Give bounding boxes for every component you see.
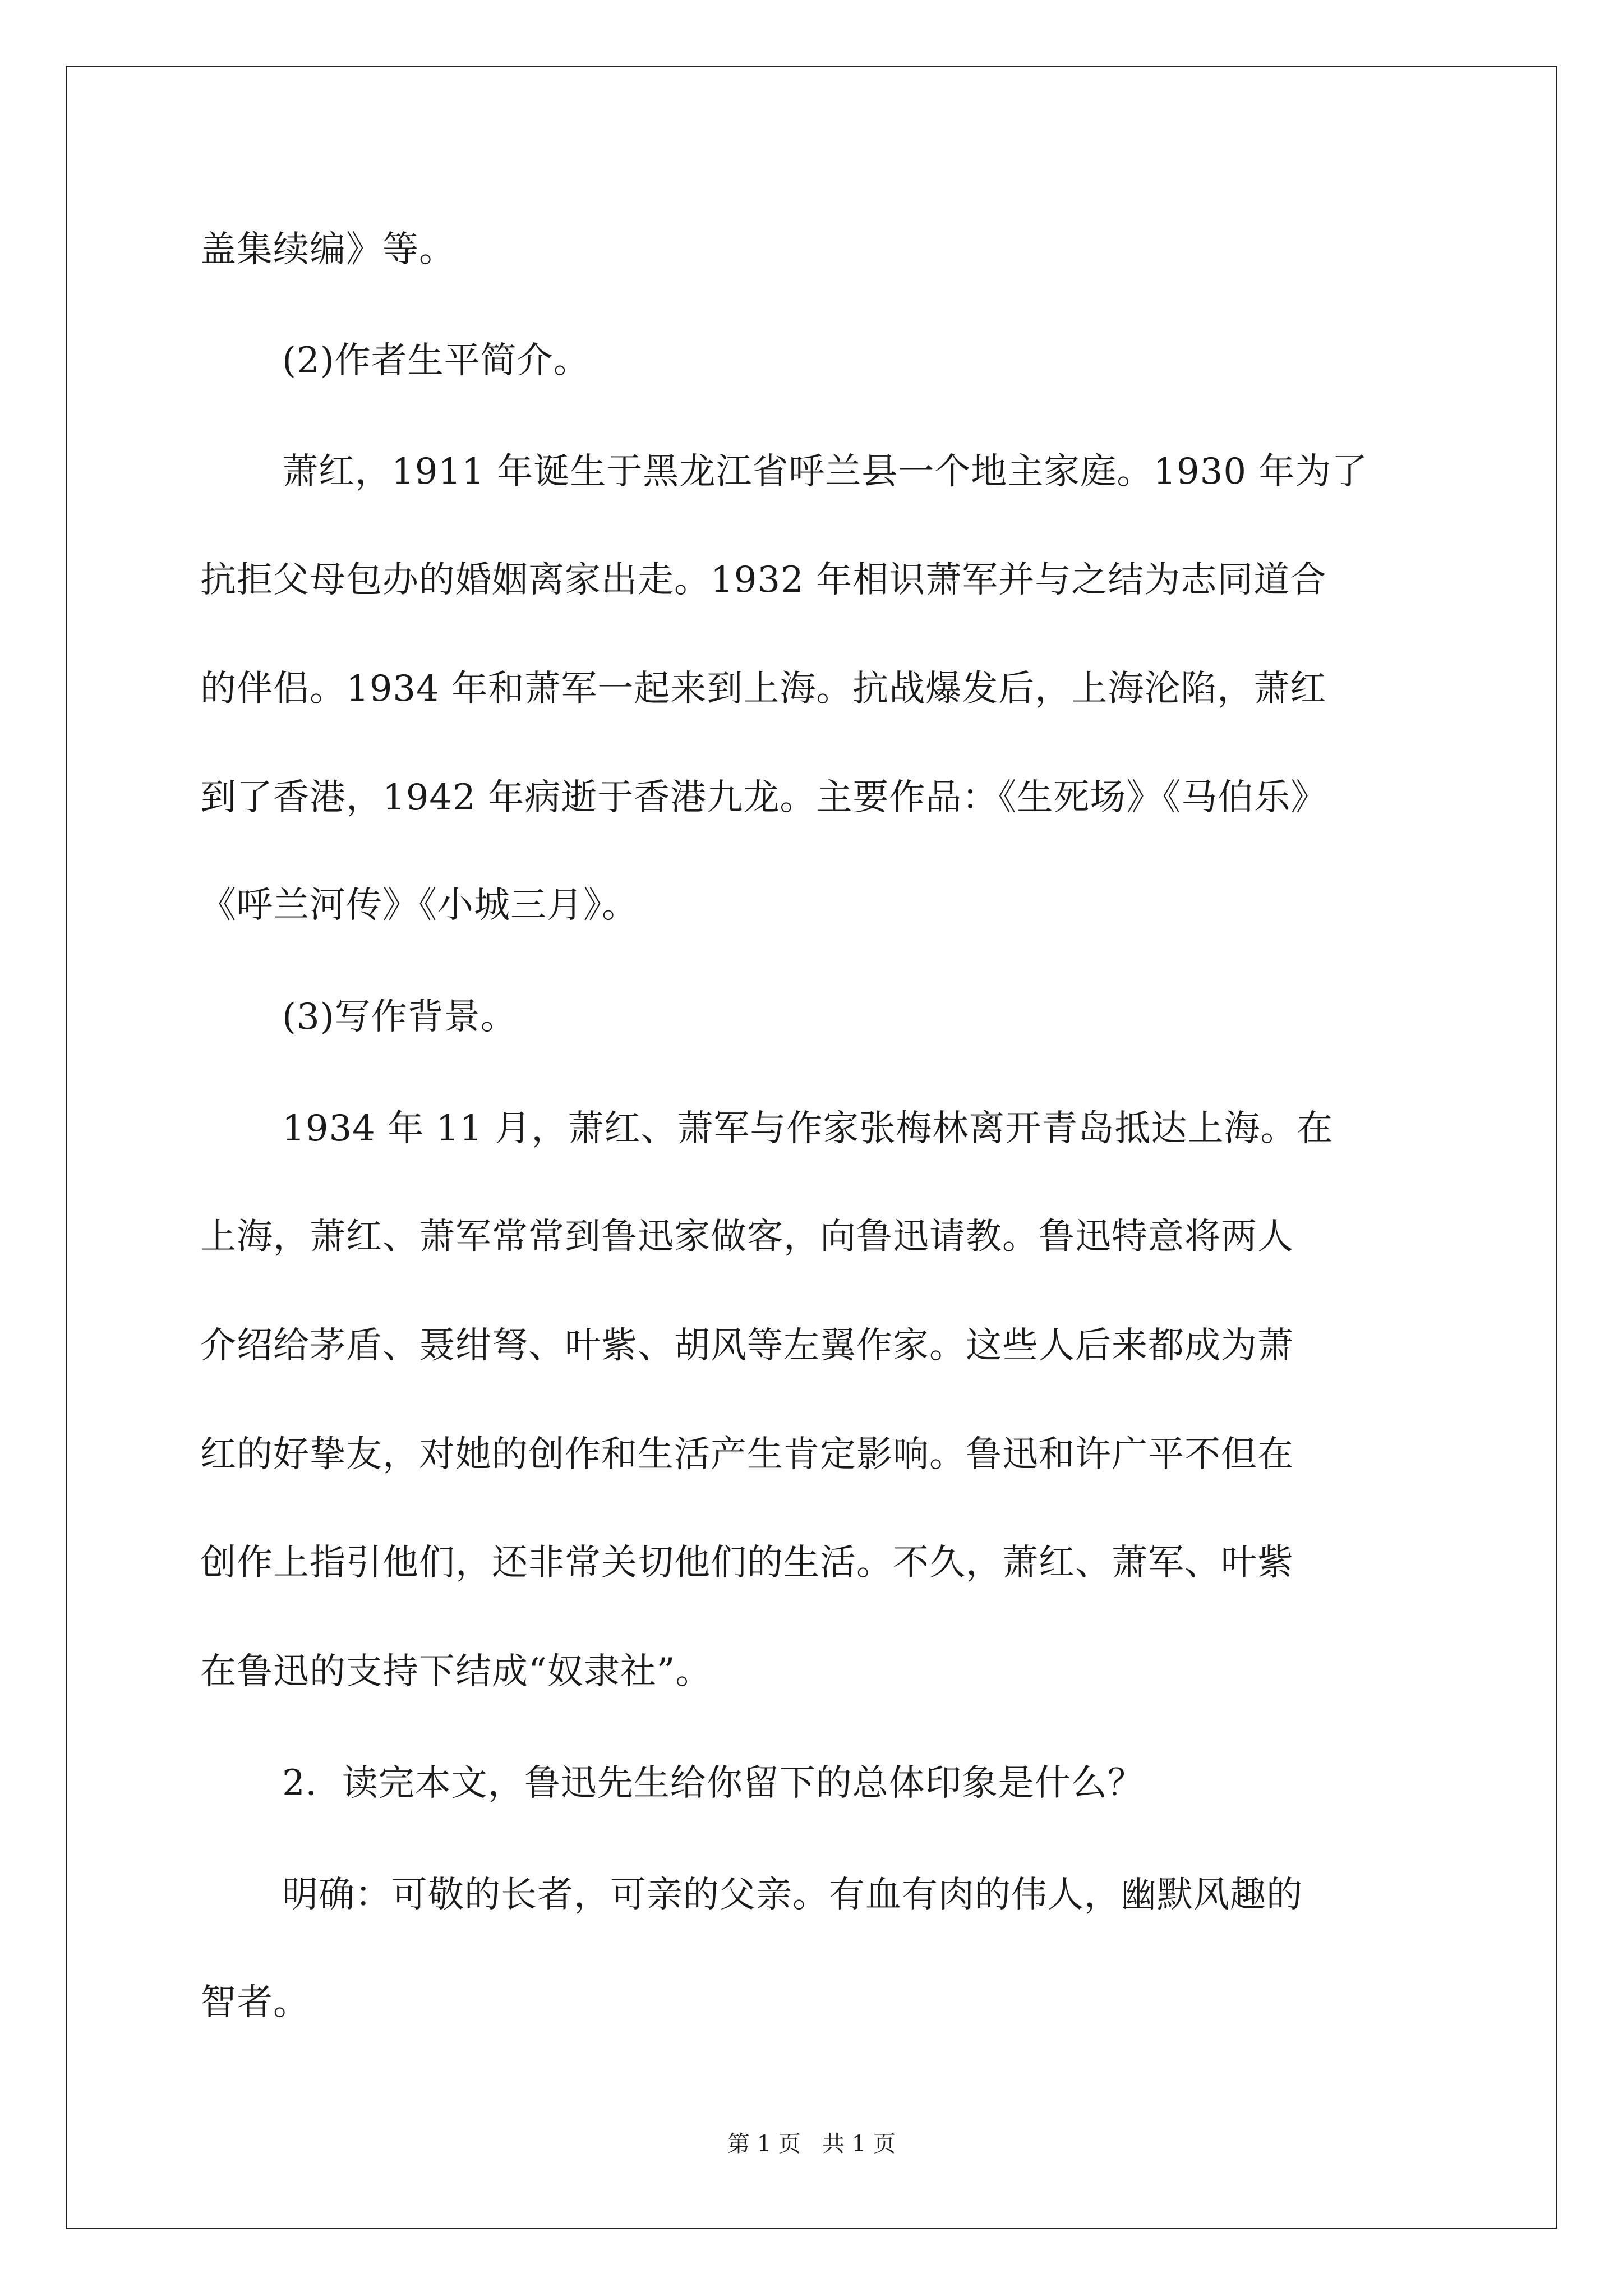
text-line: 到了香港，1942 年病逝于香港九龙。主要作品：《生死场》《马伯乐》 — [200, 777, 1327, 818]
text-line: 1934 年 11 月，萧红、萧军与作家张梅林离开青岛抵达上海。在 — [282, 1108, 1334, 1149]
page-footer: 第 1 页 共 1 页 — [727, 2131, 896, 2157]
text-line: 红的好挚友，对她的创作和生活产生肯定影响。鲁迅和许广平不但在 — [200, 1434, 1294, 1475]
text-line: 创作上指引他们，还非常关切他们的生活。不久，萧红、萧军、叶紫 — [200, 1542, 1294, 1584]
question-line: 2．读完本文，鲁迅先生给你留下的总体印象是什么？ — [282, 1763, 1144, 1804]
text-line: 盖集续编》等。 — [200, 229, 455, 270]
text-line: 上海，萧红、萧军常常到鲁迅家做客，向鲁迅请教。鲁迅特意将两人 — [200, 1216, 1294, 1258]
section-heading: (2)作者生平简介。 — [282, 340, 590, 381]
text-line: 在鲁迅的支持下结成“奴隶社”。 — [200, 1651, 712, 1692]
text-line: 抗拒父母包办的婚姻离家出走。1932 年相识萧军并与之结为志同道合 — [200, 559, 1327, 601]
text-line: 萧红，1911 年诞生于黑龙江省呼兰县一个地主家庭。1930 年为了 — [282, 451, 1368, 493]
text-line: 的伴侣。1934 年和萧军一起来到上海。抗战爆发后，上海沦陷，萧红 — [200, 668, 1327, 710]
text-line: 介绍给茅盾、聂绀弩、叶紫、胡风等左翼作家。这些人后来都成为萧 — [200, 1325, 1294, 1366]
text-line: 《呼兰河传》《小城三月》。 — [200, 885, 638, 926]
answer-line: 明确：可敬的长者，可亲的父亲。有血有肉的伟人，幽默风趣的 — [282, 1874, 1303, 1916]
section-heading: (3)写作背景。 — [282, 996, 517, 1038]
answer-line: 智者。 — [200, 1982, 310, 2023]
